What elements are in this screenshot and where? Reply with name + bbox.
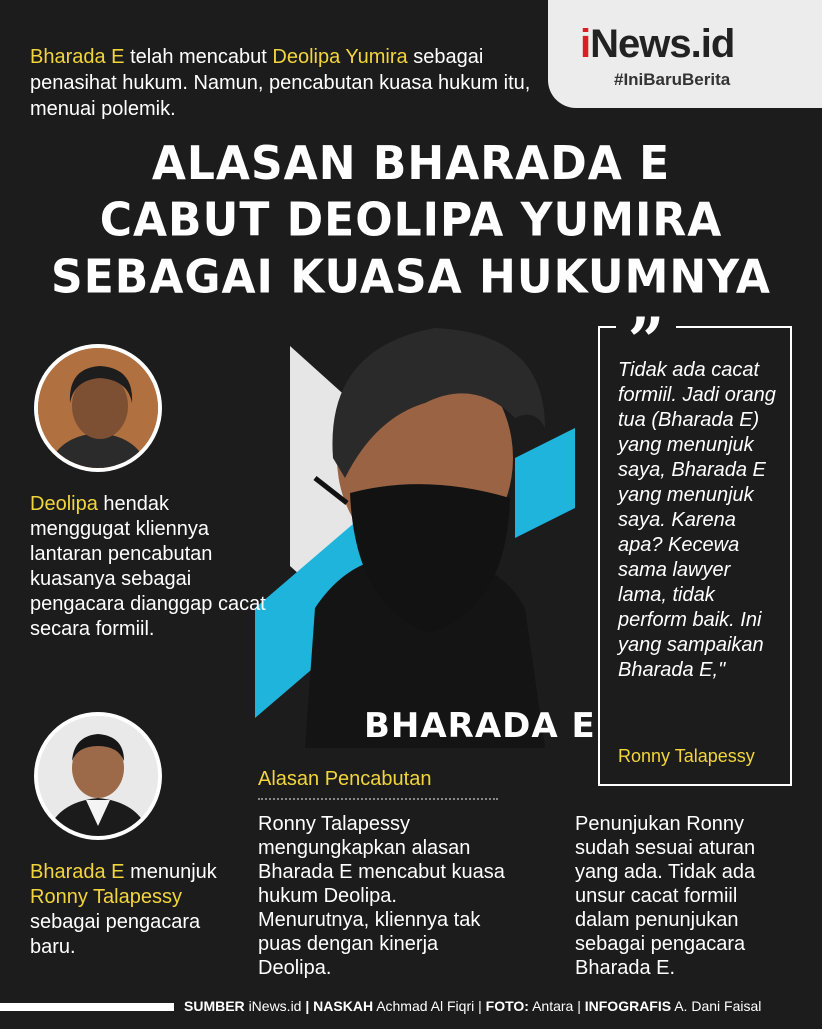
footer-credits	[184, 998, 761, 1014]
deolipa-name: Deolipa	[30, 493, 98, 515]
headline-line-2: CABUT DEOLIPA YUMIRA	[99, 193, 723, 248]
deolipa-description	[30, 492, 270, 642]
footer-sep-3: |	[577, 998, 581, 1014]
intro-part1: telah mencabut	[124, 46, 273, 68]
ronny-description	[30, 860, 230, 960]
logo-i: i	[580, 22, 591, 66]
ronny-part2: sebagai pengacara baru.	[30, 911, 201, 958]
deolipa-text-body: hendak menggugat kliennya lantaran pencabutan kuasanya sebagai pengacara dianggap cacat secara formiil.	[30, 493, 266, 640]
reason-column-1: Ronny Talapessy mengungkapkan alasan Bharada E mencabut kuasa hukum Deolipa. Menurutnya, kliennya tak puas dengan kinerja Deolipa.	[258, 813, 505, 979]
footer-foto: Antara	[532, 998, 574, 1014]
footer-infografis-label: INFOGRAFIS	[584, 998, 672, 1014]
bharada-photo	[245, 308, 590, 748]
ronny-part1: menunjuk	[124, 861, 217, 883]
intro-part2: sebagai penasihat hukum. Namun, pencabutan kuasa hukum itu, menuai polemik.	[30, 46, 531, 120]
headline-line-1: ALASAN BHARADA E	[151, 137, 671, 191]
intro-name-bharada: Bharada E	[30, 46, 125, 68]
reason-title: Alasan Pencabutan	[258, 768, 432, 790]
blue-accent-shape-right	[515, 428, 575, 538]
quote-mark-icon: ”	[616, 312, 676, 352]
ronny-portrait	[38, 716, 158, 836]
photo-label: BHARADA E	[364, 706, 596, 746]
deolipa-portrait	[38, 348, 158, 468]
logo-rest: News.id	[590, 22, 735, 66]
footer-naskah-label: NASKAH	[313, 998, 374, 1014]
reason-column-2: Penunjukan Ronny sudah sesuai aturan yang ada. Tidak ada unsur cacat formiil dalam penunjukan sebagai pengacara Bharada E.	[575, 813, 756, 979]
footer-sep-1: |	[305, 998, 310, 1014]
ronny-name: Ronny Talapessy	[30, 886, 182, 908]
footer-foto-label: FOTO:	[485, 998, 529, 1014]
footer-naskah: Achmad Al Fiqri	[376, 998, 475, 1014]
quote-text: Tidak ada cacat formiil. Jadi orang tua (Bharada E) yang menunjuk saya, Bharada E yang menunjuk saya. Karena apa? Kecewa sama lawyer lama, tidak perform baik. Ini yang sampaikan Bharada E,"	[618, 359, 776, 681]
headline	[0, 136, 822, 306]
logo-tagline: #IniBaruBerita	[614, 70, 731, 89]
intro-text	[30, 44, 540, 122]
avatar-deolipa	[34, 344, 162, 472]
footer-sumber-label: SUMBER	[184, 998, 245, 1014]
reason-divider	[258, 798, 498, 800]
footer-bar	[0, 1003, 174, 1011]
footer-sep-2: |	[478, 998, 482, 1014]
inews-logo	[580, 22, 734, 67]
footer-infografis: A. Dani Faisal	[674, 998, 762, 1014]
quote-author: Ronny Talapessy	[618, 746, 755, 766]
logo-tab	[548, 0, 822, 108]
headline-line-3: SEBAGAI KUASA HUKUMNYA	[51, 250, 771, 304]
intro-name-deolipa: Deolipa Yumira	[272, 46, 408, 68]
ronny-bharada-name: Bharada E	[30, 861, 125, 883]
avatar-ronny	[34, 712, 162, 840]
footer-sumber: iNews.id	[248, 998, 302, 1014]
